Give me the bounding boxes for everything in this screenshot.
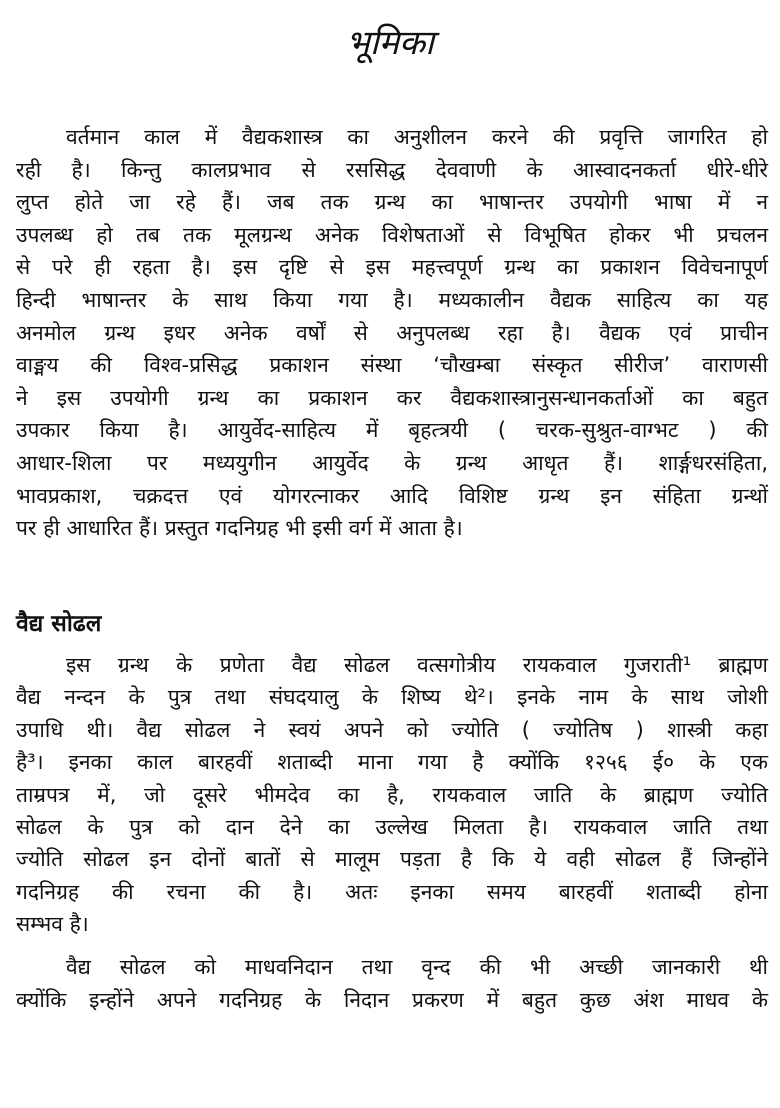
para2-line: वैद्य नन्दन के पुत्र तथा संघदयालु के शिष्य थे²। इनके नाम के साथ जोशी [16,685,768,710]
para1-line: अनमोल ग्रन्थ इधर अनेक वर्षों से अनुपलब्ध रहा है। वैद्यक एवं प्राचीन [16,320,768,345]
para1-line: पर ही आधारित हैं। प्रस्तुत गदनिग्रह भी इसी वर्ग में आता है। [16,516,463,541]
para2-line: सम्भव है। [16,912,89,937]
page-title: भूमिका [346,23,434,63]
para1-line: हिन्दी भाषान्तर के साथ किया गया है। मध्यकालीन वैद्यक साहित्य का यह [16,288,768,312]
para2-line: है³। इनका काल बारहवीं शताब्दी माना गया है क्योंकि १२५६ ई० के एक [16,750,768,775]
para2-line: उपाधि थी। वैद्य सोढल ने स्वयं अपने को ज्योति ( ज्योतिष ) शास्त्री कहा [16,717,768,742]
para3-line: क्योंकि इन्होंने अपने गदनिग्रह के निदान प्रकरण में बहुत कुछ अंश माधव के [16,987,768,1012]
para1-line: उपकार किया है। आयुर्वेद-साहित्य में बृहत्त्रयी ( चरक-सुश्रुत-वाग्भट ) की [16,418,768,443]
para1-line: आधार-शिला पर मध्ययुगीन आयुर्वेद के ग्रन्थ आधृत हैं। शार्ङ्गधरसंहिता, [16,451,768,475]
para2-line: गदनिग्रह की रचना की है। अतः इनका समय बारहवीं शताब्दी होना [16,879,768,904]
para1-line: लुप्त होते जा रहे हैं। जब तक ग्रन्थ का भाषान्तर उपयोगी भाषा में न [16,190,768,215]
para3-line: वैद्य सोढल को माधवनिदान तथा वृन्द की भी अच्छी जानकारी थी [66,955,768,979]
para2-line: ज्योति सोढल इन दोनों बातों से मालूम पड़ता है कि ये वही सोढल हैं जिन्होंने [16,847,768,872]
para2-line: ताम्रपत्र में, जो दूसरे भीमदेव का है, रायकवाल जाति के ब्राह्मण ज्योति [16,782,768,807]
para1-line: उपलब्ध हो तब तक मूलग्रन्थ अनेक विशेषताओं से विभूषित होकर भी प्रचलन [16,222,768,247]
para1-line: वर्तमान काल में वैद्यकशास्त्र का अनुशीलन करने की प्रवृत्ति जागरित हो [66,125,768,149]
para1-line: रही है। किन्तु कालप्रभाव से रससिद्ध देववाणी के आस्वादनकर्ता धीरे-धीरे [16,157,768,182]
para1-line: वाङ्मय की विश्व-प्रसिद्ध प्रकाशन संस्था ‘चौखम्बा संस्कृत सीरीज’ वाराणसी [16,353,768,378]
para2-line: इस ग्रन्थ के प्रणेता वैद्य सोढल वत्सगोत्रीय रायकवाल गुजराती¹ ब्राह्मण [66,653,768,677]
para2-line: सोढल के पुत्र को दान देने का उल्लेख मिलता है। रायकवाल जाति तथा [16,815,768,839]
para1-line: ने इस उपयोगी ग्रन्थ का प्रकाशन कर वैद्यकशास्त्रानुसन्धानकर्ताओं का बहुत [16,385,768,410]
para1-line: भावप्रकाश, चक्रदत्त एवं योगरत्नाकर आदि विशिष्ट ग्रन्थ इन संहिता ग्रन्थों [16,483,768,508]
section-heading: वैद्य सोढल [16,611,102,637]
para1-line: से परे ही रहता है। इस दृष्टि से इस महत्त्वपूर्ण ग्रन्थ का प्रकाशन विवेचनापूर्ण [16,255,768,280]
